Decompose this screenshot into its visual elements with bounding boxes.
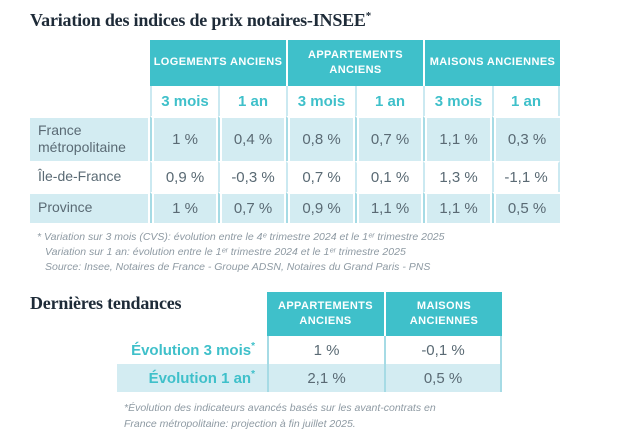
row-label: France métropolitaine: [30, 116, 150, 161]
cell-value: 1 %: [150, 116, 218, 161]
cell-value: 0,7 %: [218, 192, 286, 223]
cell-value: 2,1 %: [267, 364, 384, 392]
section1-footnotes: [37, 230, 607, 276]
group-header-row: [30, 40, 560, 86]
cell-value: -0,1 %: [384, 336, 502, 364]
cell-value: 0,5 %: [492, 192, 560, 223]
section1-title-text: Variation des indices de prix notaires-INSEE: [30, 10, 366, 30]
cell-value: 0,8 %: [286, 116, 355, 161]
section2-title: Dernières tendances: [30, 293, 182, 314]
section1-title-asterisk: *: [365, 10, 372, 22]
cell-value: 0,9 %: [286, 192, 355, 223]
header-spacer-cell: [30, 40, 150, 86]
cell-value: 1 %: [267, 336, 384, 364]
cell-value: -1,1 %: [492, 161, 560, 192]
cell-value: 1,1 %: [355, 192, 423, 223]
section2: [30, 292, 607, 432]
cell-value: 0,5 %: [384, 364, 502, 392]
row-label-text: Évolution 1 an: [148, 370, 252, 388]
column-group-logements-anciens: LOGEMENTS ANCIENS: [150, 40, 286, 86]
cell-value: 0,9 %: [150, 161, 218, 192]
table-row-evolution-1-an: [117, 364, 502, 392]
cell-value: 1,3 %: [423, 161, 492, 192]
table-row-france-metropolitaine: [30, 116, 560, 161]
row-label: [117, 364, 267, 392]
row-label: [117, 336, 267, 364]
cell-value: 0,3 %: [492, 116, 560, 161]
subheader-3mois-maisons: 3 mois: [423, 86, 492, 116]
cell-value: 0,1 %: [355, 161, 423, 192]
subheader-row: [30, 86, 560, 116]
table-row-evolution-3-mois: [117, 336, 502, 364]
subheader-1an-maisons: 1 an: [492, 86, 560, 116]
cell-value: 1 %: [150, 192, 218, 223]
column-group-appartements-anciens: APPARTEMENTS ANCIENS: [286, 40, 423, 86]
footnote-source: Source: Insee, Notaires de France - Groupe ADSN, Notaires du Grand Paris - PNS: [45, 261, 431, 274]
row-label-text: Évolution 3 mois: [131, 342, 252, 360]
indices-table: [30, 40, 560, 223]
section2-footnote: *Évolution des indicateurs avancés basés sur les avant-contrats en France métropolitaine: projection à fin juillet 2025.: [124, 402, 436, 430]
cell-value: 0,7 %: [355, 116, 423, 161]
section1-title: [30, 10, 607, 31]
column-appartements-anciens: APPARTEMENTS ANCIENS: [267, 292, 384, 336]
table-row-ile-de-france: [30, 161, 560, 192]
cell-value: 0,7 %: [286, 161, 355, 192]
cell-value: 1,1 %: [423, 192, 492, 223]
column-maisons-anciennes: MAISONS ANCIENNES: [384, 292, 502, 336]
subheader-3mois-logements: 3 mois: [150, 86, 218, 116]
subheader-1an-appartements: 1 an: [355, 86, 423, 116]
cell-value: -0,3 %: [218, 161, 286, 192]
subheader-1an-logements: 1 an: [218, 86, 286, 116]
cell-value: 1,1 %: [423, 116, 492, 161]
cell-value: 0,4 %: [218, 116, 286, 161]
row-label-asterisk: *: [251, 341, 255, 353]
footnote-line: * Variation sur 3 mois (CVS): évolution entre le 4ᵉ trimestre 2024 et le 1ᵉʳ trimestre 2025: [37, 230, 445, 243]
subheader-spacer-cell: [30, 86, 150, 116]
row-label-asterisk: *: [251, 369, 255, 381]
row-label: Île-de-France: [30, 161, 150, 192]
subheader-3mois-appartements: 3 mois: [286, 86, 355, 116]
footnote-line: Variation sur 1 an: évolution entre le 1ᵉʳ trimestre 2024 et le 1ᵉʳ trimestre 2025: [45, 245, 406, 258]
table-row-province: [30, 192, 560, 223]
row-label: Province: [30, 192, 150, 223]
column-group-maisons-anciennes: MAISONS ANCIENNES: [423, 40, 560, 86]
